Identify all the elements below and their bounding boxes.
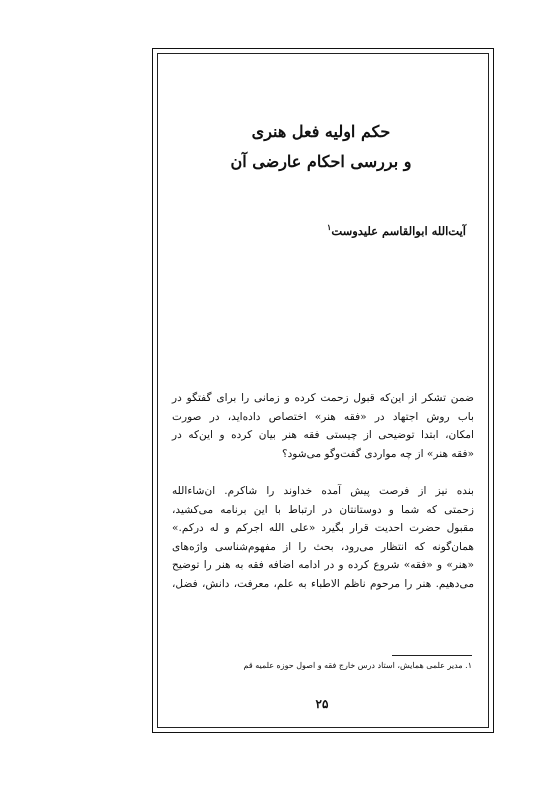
text-line: بنده نیز از فرصت پیش آمده خداوند را شاکرم. ان‌شاءالله: [172, 485, 474, 497]
text-line: باب روش اجتهاد در «فقه هنر» اختصاص داده‌اید، در صورت: [172, 410, 474, 423]
interview-answer-paragraph: [172, 482, 474, 593]
text-line: امکان، ابتدا توضیحی از چیستی فقه هنر بیان کرده و این‌که در: [172, 429, 474, 441]
author-line: [232, 222, 466, 238]
text-line: ضمن تشکر از این‌که قبول زحمت کرده و زمانی را برای گفتگو در: [172, 392, 474, 404]
text-line: «فقه هنر» از چه مواردی گفت‌وگو می‌شود؟: [281, 447, 474, 460]
footnote-separator: [392, 655, 472, 656]
article-title-line-2: و بررسی احکام عارضی آن: [230, 152, 412, 171]
interview-question-paragraph: [172, 389, 474, 463]
text-line: می‌دهیم. هنر را مرحوم ناظم الاطباء به علم، معرفت، دانش، فضل،: [172, 577, 474, 590]
footnote: ۱. مدیر علمی همایش، استاد درس خارج فقه و اصول حوزه علمیه قم: [243, 661, 472, 670]
author-footnote-mark: ۱: [327, 222, 332, 232]
article-title-line-1: حکم اولیه فعل هنری: [251, 122, 391, 141]
text-line: همان‌گونه که انتظار می‌رود، بحث را از مفهوم‌شناسی واژه‌های: [172, 540, 474, 553]
page-number: ۲۵: [315, 697, 329, 711]
text-line: زحمتی که شما و دوستانتان در ارتباط با این برنامه می‌کشید،: [172, 503, 474, 516]
author-name: آیت‌الله ابوالقاسم علیدوست: [331, 223, 466, 238]
text-line: مقبول حضرت احدیت قرار بگیرد «علی الله اجرکم و له درکم.»: [172, 522, 474, 534]
text-line: «هنر» و «فقه» شروع کرده و در ادامه اضافه فقه به هنر را توضیح: [172, 559, 474, 571]
